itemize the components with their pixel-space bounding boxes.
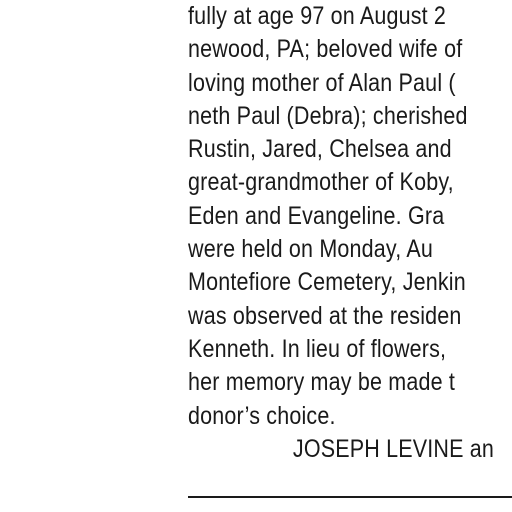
funeral-home-signature: JOSEPH LEVINE an (292, 434, 495, 463)
obituary-line: Rustin, Jared, Chelsea and (188, 135, 452, 164)
obituary-line: was observed at the residen (188, 301, 462, 330)
obituary-line: great-grandmother of Koby, (188, 168, 454, 197)
obituary-line: fully at age 97 on August 2 (188, 2, 447, 30)
obituary-line: Eden and Evangeline. Gra (188, 201, 445, 230)
obituary-line: donor’s choice. (188, 401, 336, 430)
obituary-text-column (188, 0, 512, 466)
obituary-line: newood, PA; beloved wife of (188, 35, 463, 64)
obituary-line: Kenneth. In lieu of flowers, (188, 334, 447, 363)
column-divider-rule (188, 496, 512, 498)
obituary-line: her memory may be made t (188, 368, 456, 397)
obituary-line: were held on Monday, Au (188, 235, 433, 264)
obituary-line: neth Paul (Debra); cherished (188, 101, 468, 130)
obituary-line: loving mother of Alan Paul ( (188, 68, 456, 97)
obituary-line: Montefiore Cemetery, Jenkin (188, 268, 466, 297)
